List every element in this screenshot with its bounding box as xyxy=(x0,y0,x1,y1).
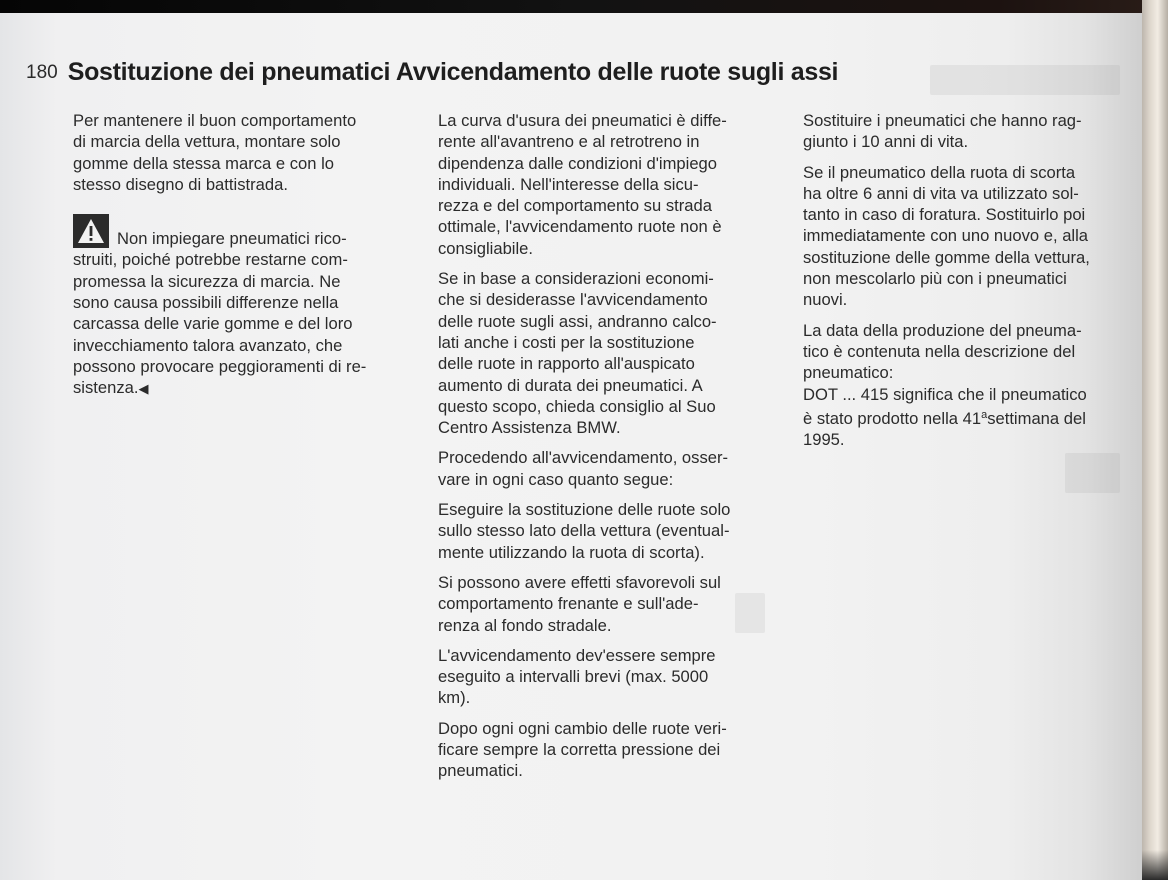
text-line: Per mantenere il buon comportamento xyxy=(73,111,357,130)
page-edge-shadow xyxy=(1142,850,1168,880)
text-line: vare in ogni caso quanto segue: xyxy=(438,469,674,489)
warning-note xyxy=(73,214,423,399)
text-line: ottimale, l'avvicendamento ruote non è xyxy=(438,217,722,237)
text-line: Centro Assistenza BMW. xyxy=(438,418,621,438)
paragraph xyxy=(803,162,1133,311)
week-line-suffix: settimana del xyxy=(987,408,1086,428)
text-line: promessa la sicurezza di marcia. Ne xyxy=(73,271,341,291)
text-line: Eseguire la sostituzione delle ruote solo xyxy=(438,500,731,520)
text-line: sullo stesso lato della vettura (eventual- xyxy=(438,521,730,541)
text-line: La curva d'usura dei pneumatici è diffe- xyxy=(438,111,727,130)
text-line: pneumatici. xyxy=(438,761,523,781)
text-line: Si possono avere effetti sfavorevoli sul xyxy=(438,572,721,592)
paragraph xyxy=(438,268,788,438)
text-line: La data della produzione del pneuma- xyxy=(803,320,1082,340)
text-line: renza al fondo stradale. xyxy=(438,615,612,635)
page-number: 180 xyxy=(26,62,58,83)
paragraph xyxy=(803,110,1133,153)
paragraph xyxy=(438,447,788,490)
page-title: Sostituzione dei pneumatici Avvicendamento delle ruote sugli assi xyxy=(67,58,839,86)
column-3 xyxy=(803,110,1133,459)
dot-paragraph xyxy=(803,320,1133,451)
text-line: possono provocare peggioramenti di re- xyxy=(73,356,367,376)
text-line: Se il pneumatico della ruota di scorta xyxy=(803,162,1076,182)
manual-page xyxy=(0,13,1142,880)
text-line: lati anche i costi per la sostituzione xyxy=(438,332,695,352)
text-line: tico è contenuta nella descrizione del xyxy=(803,341,1076,361)
text-line: invecchiamento talora avanzato, che xyxy=(73,335,343,355)
text-line: Procedendo all'avvicendamento, osser- xyxy=(438,448,729,468)
text-line: non mescolarlo più con i pneumatici xyxy=(803,269,1067,289)
text-line: giunto i 10 anni di vita. xyxy=(803,132,969,152)
column-2 xyxy=(438,110,788,791)
page-header xyxy=(26,58,838,87)
warning-last-line: sistenza. xyxy=(73,378,139,398)
text-line: individuali. Nell'interesse della sicu- xyxy=(438,174,699,194)
text-line: carcassa delle varie gomme e del loro xyxy=(73,314,353,334)
paragraph xyxy=(438,572,788,636)
warning-first-line: Non impiegare pneumatici rico- xyxy=(117,229,347,249)
paragraph xyxy=(438,645,788,709)
text-line: km). xyxy=(438,688,471,708)
text-line: DOT ... 415 significa che il pneumatico xyxy=(803,384,1087,404)
paragraph xyxy=(73,110,423,195)
warning-triangle-icon xyxy=(73,214,109,248)
text-line xyxy=(73,377,423,399)
text-line: delle ruote sugli assi, andranno calco- xyxy=(438,311,717,331)
paragraph xyxy=(438,718,788,782)
text-line: Dopo ogni ogni cambio delle ruote veri- xyxy=(438,718,727,738)
end-of-section-marker-icon: ◀ xyxy=(138,381,149,397)
text-line: sostituzione delle gomme della vettura, xyxy=(803,247,1090,267)
text-line xyxy=(803,405,1133,429)
text-line xyxy=(73,214,423,249)
text-line: gomme della stessa marca e con lo xyxy=(73,153,335,173)
text-line: Se in base a considerazioni economi- xyxy=(438,269,714,289)
text-line: rente all'avantreno e al retrotreno in xyxy=(438,132,700,152)
paragraph xyxy=(438,499,788,563)
column-1 xyxy=(73,110,423,409)
text-line: 1995. xyxy=(803,430,845,450)
show-through-texture xyxy=(930,65,1120,95)
text-line: eseguito a intervalli brevi (max. 5000 xyxy=(438,667,709,687)
paragraph xyxy=(438,110,788,259)
text-line: che si desiderasse l'avvicendamento xyxy=(438,290,708,310)
text-line: rezza e del comportamento su strada xyxy=(438,196,712,216)
text-line: dipendenza dalle condizioni d'impiego xyxy=(438,153,718,173)
scan-top-border xyxy=(0,0,1168,14)
text-line: stesso disegno di battistrada. xyxy=(73,174,288,194)
page-edge xyxy=(1142,0,1168,880)
text-line: comportamento frenante e sull'ade- xyxy=(438,594,699,614)
text-line: L'avvicendamento dev'essere sempre xyxy=(438,645,716,665)
text-line: struiti, poiché potrebbe restarne com- xyxy=(73,250,348,270)
text-line: delle ruote in rapporto all'auspicato xyxy=(438,354,695,374)
text-line: aumento di durata dei pneumatici. A xyxy=(438,375,703,395)
text-line: immediatamente con uno nuovo e, alla xyxy=(803,226,1089,246)
text-line: sono causa possibili differenze nella xyxy=(73,293,339,313)
text-line: Sostituire i pneumatici che hanno rag- xyxy=(803,111,1082,130)
week-line-prefix: è stato prodotto nella 41 xyxy=(803,408,982,428)
text-line: nuovi. xyxy=(803,290,848,310)
text-line: consigliabile. xyxy=(438,238,534,258)
week-superscript: a xyxy=(981,408,988,421)
text-line: mente utilizzando la ruota di scorta). xyxy=(438,542,705,562)
text-line: questo scopo, chieda consiglio al Suo xyxy=(438,396,716,416)
text-line: ficare sempre la corretta pressione dei xyxy=(438,740,721,760)
text-line: di marcia della vettura, montare solo xyxy=(73,132,341,152)
text-line: ha oltre 6 anni di vita va utilizzato sol- xyxy=(803,183,1079,203)
text-line: pneumatico: xyxy=(803,363,894,383)
text-line: tanto in caso di foratura. Sostituirlo poi xyxy=(803,205,1086,225)
